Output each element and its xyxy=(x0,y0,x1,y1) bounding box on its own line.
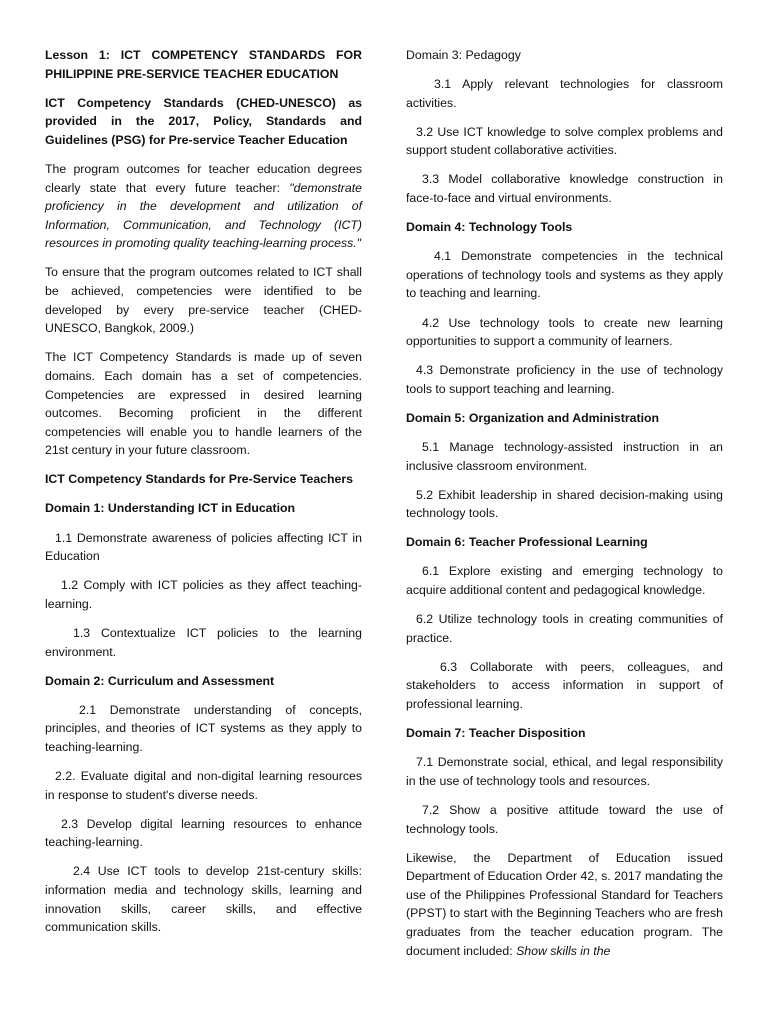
deped-order-italic: Show skills in the xyxy=(516,943,611,958)
deped-order-lead: Likewise, the Department of Education issued Department of Education Order 42, s. 2017 mandating the use of the Philippines Professional Standard for Teachers (PPST) to start with the Beginning Teachers who are fresh graduates from the teacher education program. The document included: xyxy=(406,850,723,958)
program-outcomes-paragraph xyxy=(45,160,362,253)
program-outcomes-lead: The program outcomes for teacher education degrees clearly state that every future teacher: xyxy=(45,161,362,195)
program-outcomes-quote: "demonstrate proficiency in the development and utilization of Information, Communication, and Technology (ICT) resources in promoting quality teaching-learning process." xyxy=(45,180,362,251)
domains-overview-paragraph: The ICT Competency Standards is made up of seven domains. Each domain has a set of competencies. Competencies are expressed in desired learning outcomes. Becoming proficient in the different competencies will enable you to handle learners of the 21st century in your future classroom. xyxy=(45,350,362,458)
domain-1-heading: Domain 1: Understanding ICT in Education xyxy=(45,501,296,516)
competency-3-1: 3.1 Apply relevant technologies for classroom activities. xyxy=(406,77,723,110)
competencies-paragraph: To ensure that the program outcomes related to ICT shall be achieved, competencies were identified to be developed by every pre-service teacher (CHED-UNESCO, Bangkok, 2009.) xyxy=(45,265,362,336)
competency-3-3: 3.3 Model collaborative knowledge construction in face-to-face and virtual environments. xyxy=(406,172,723,206)
domain-5-heading: Domain 5: Organization and Administration xyxy=(406,410,660,425)
competency-2-4: 2.4 Use ICT tools to develop 21st-century skills: information media and technology skills, learning and innovation skills, career skills, and effective communication skills. xyxy=(45,864,362,935)
standards-subtitle: ICT Competency Standards (CHED-UNESCO) as provided in the 2017, Policy, Standards and Guidelines (PSG) for Pre-service Teacher Education xyxy=(45,95,362,147)
deped-order-paragraph xyxy=(406,849,723,961)
competency-2-2: 2.2. Evaluate digital and non-digital learning resources in response to student's diverse needs. xyxy=(45,769,362,802)
domain-4-heading: Domain 4: Technology Tools xyxy=(406,220,573,235)
competency-1-3: 1.3 Contextualize ICT policies to the learning environment. xyxy=(45,625,362,659)
competency-6-3: 6.3 Collaborate with peers, colleagues, and stakeholders to access information in support of professional learning. xyxy=(406,659,723,712)
competency-2-3: 2.3 Develop digital learning resources to enhance teaching-learning. xyxy=(45,816,362,850)
competency-2-1: 2.1 Demonstrate understanding of concepts, principles, and theories of ICT systems as they apply to teaching-learning. xyxy=(45,702,362,754)
competency-1-2: 1.2 Comply with ICT policies as they affect teaching-learning. xyxy=(45,578,362,611)
domain-7-heading: Domain 7: Teacher Disposition xyxy=(406,726,586,741)
competency-7-2: 7.2 Show a positive attitude toward the use of technology tools. xyxy=(406,802,723,836)
domain-2-heading: Domain 2: Curriculum and Assessment xyxy=(45,673,275,688)
lesson-title: Lesson 1: ICT COMPETENCY STANDARDS FOR PHILIPPINE PRE-SERVICE TEACHER EDUCATION xyxy=(45,48,362,81)
competency-1-1: 1.1 Demonstrate awareness of policies affecting ICT in Education xyxy=(45,530,362,564)
competency-3-2: 3.2 Use ICT knowledge to solve complex problems and support student collaborative activities. xyxy=(406,124,723,158)
competency-5-1: 5.1 Manage technology-assisted instruction in an inclusive classroom environment. xyxy=(406,440,723,473)
domain-6-heading: Domain 6: Teacher Professional Learning xyxy=(406,535,648,550)
competency-4-3: 4.3 Demonstrate proficiency in the use of technology tools to support teaching and learning. xyxy=(406,363,723,396)
section-heading: ICT Competency Standards for Pre-Service Teachers xyxy=(45,472,353,487)
competency-4-2: 4.2 Use technology tools to create new learning opportunities to support a community of learners. xyxy=(406,315,723,349)
competency-6-1: 6.1 Explore existing and emerging technology to acquire additional content and pedagogical knowledge. xyxy=(406,564,723,598)
competency-4-1: 4.1 Demonstrate competencies in the technical operations of technology tools and systems as they apply to teaching and learning. xyxy=(406,249,723,301)
right-column xyxy=(406,46,723,971)
domain-3-heading: Domain 3: Pedagogy xyxy=(406,48,521,62)
competency-5-2: 5.2 Exhibit leadership in shared decision-making using technology tools. xyxy=(406,487,723,521)
left-column xyxy=(45,46,362,947)
competency-7-1: 7.1 Demonstrate social, ethical, and legal responsibility in the use of technology tools and resources. xyxy=(406,755,723,788)
competency-6-2: 6.2 Utilize technology tools in creating communities of practice. xyxy=(406,612,723,645)
